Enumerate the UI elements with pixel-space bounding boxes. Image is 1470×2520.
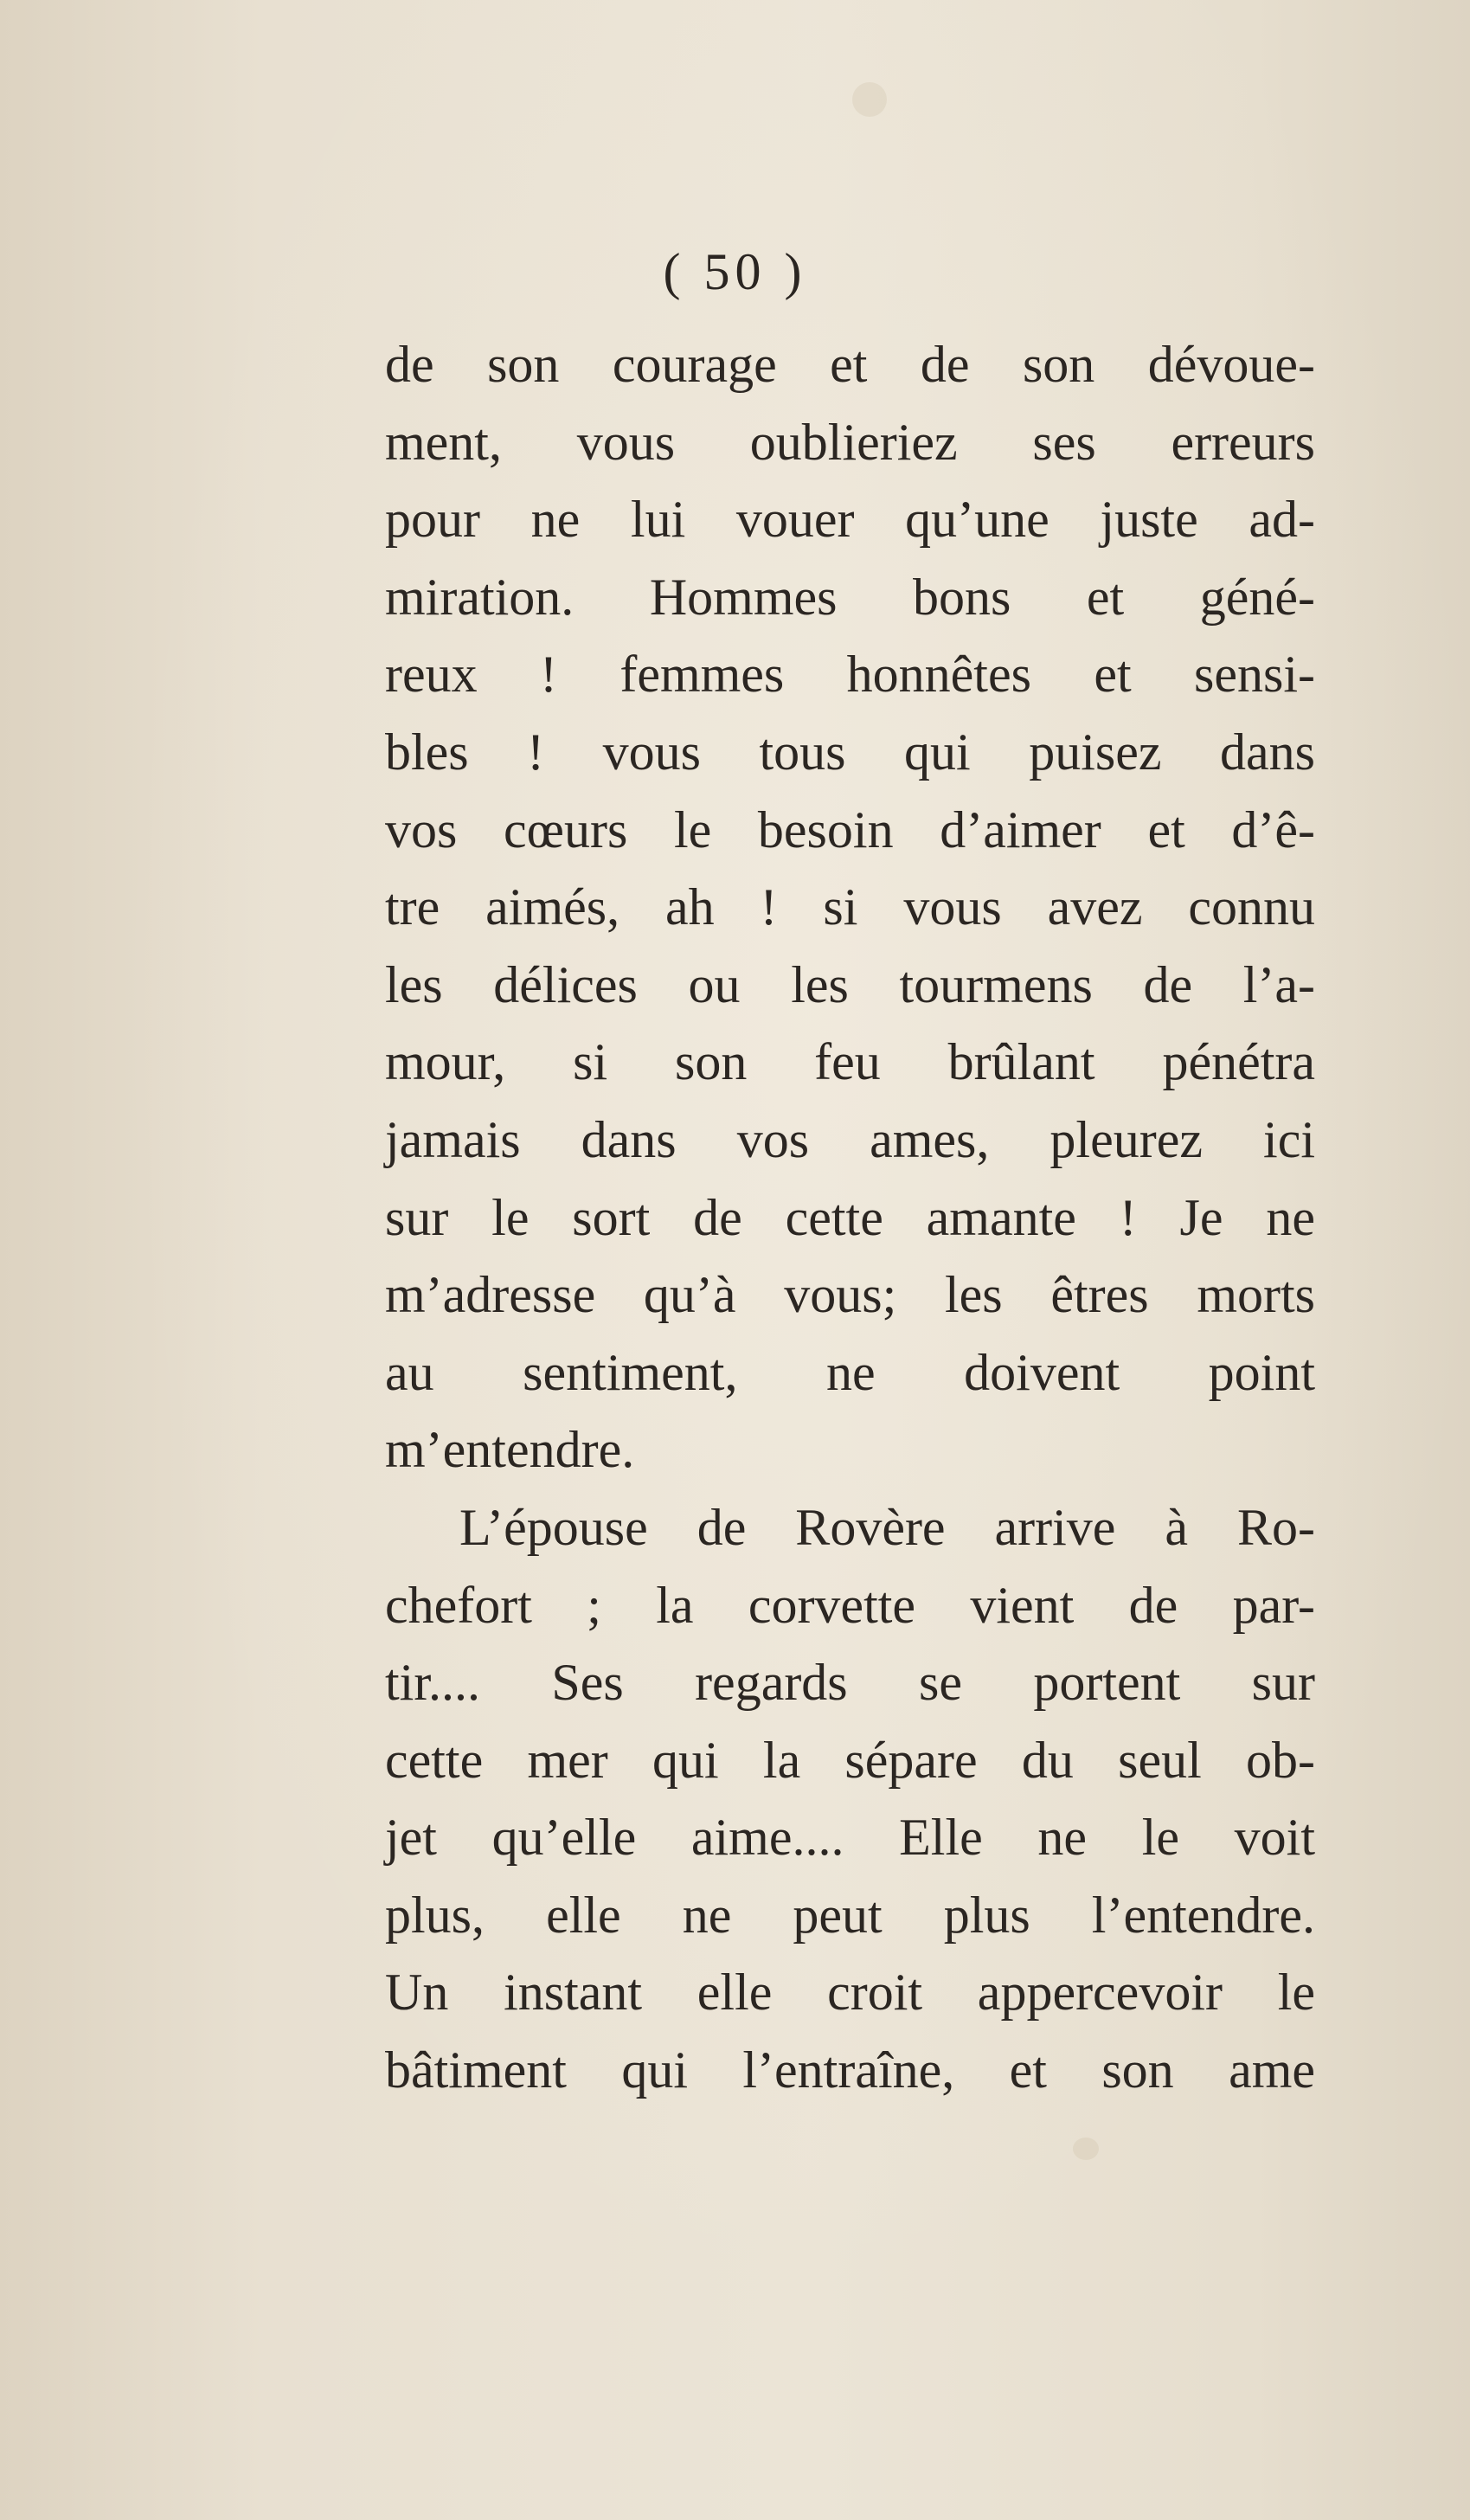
- text-line: bâtiment qui l’entraîne, et son ame: [385, 2041, 1315, 2099]
- text-line: mour, si son feu brûlant pénétra: [385, 1033, 1315, 1091]
- text-line: m’entendre.: [385, 1421, 635, 1479]
- text-line: plus, elle ne peut plus l’entendre.: [385, 1886, 1315, 1944]
- text-line: Un instant elle croit appercevoir le: [385, 1964, 1315, 2022]
- text-line: pour ne lui vouer qu’une juste ad-: [385, 491, 1315, 549]
- page-number: ( 50 ): [663, 243, 807, 300]
- text-line: vos cœurs le besoin d’aimer et d’ê-: [385, 800, 1315, 858]
- paragraph-start-line: L’épouse de Rovère arrive à Ro-: [459, 1498, 1315, 1556]
- text-line: bles ! vous tous qui puisez dans: [385, 723, 1315, 781]
- text-line: au sentiment, ne doivent point: [385, 1343, 1315, 1401]
- text-line: tir.... Ses regards se portent sur: [385, 1654, 1315, 1712]
- text-line: m’adresse qu’à vous; les êtres morts: [385, 1266, 1315, 1324]
- text-line: de son courage et de son dévoue-: [385, 336, 1315, 393]
- text-line: sur le sort de cette amante ! Je ne: [385, 1188, 1315, 1246]
- text-line: cette mer qui la sépare du seul ob-: [385, 1731, 1315, 1789]
- text-line: jamais dans vos ames, pleurez ici: [385, 1110, 1315, 1168]
- text-line: jet qu’elle aime.... Elle ne le voit: [385, 1809, 1315, 1867]
- text-line: ment, vous oublieriez ses erreurs: [385, 413, 1315, 471]
- paper-stain: [852, 82, 887, 117]
- text-line: les délices ou les tourmens de l’a-: [385, 955, 1315, 1013]
- text-line: reux ! femmes honnêtes et sensi-: [385, 646, 1315, 704]
- text-line: chefort ; la corvette vient de par-: [385, 1576, 1315, 1634]
- text-line: tre aimés, ah ! si vous avez connu: [385, 878, 1315, 936]
- paper-stain: [1073, 2138, 1099, 2160]
- body-text: [385, 326, 1315, 2110]
- text-line: miration. Hommes bons et géné-: [385, 568, 1315, 626]
